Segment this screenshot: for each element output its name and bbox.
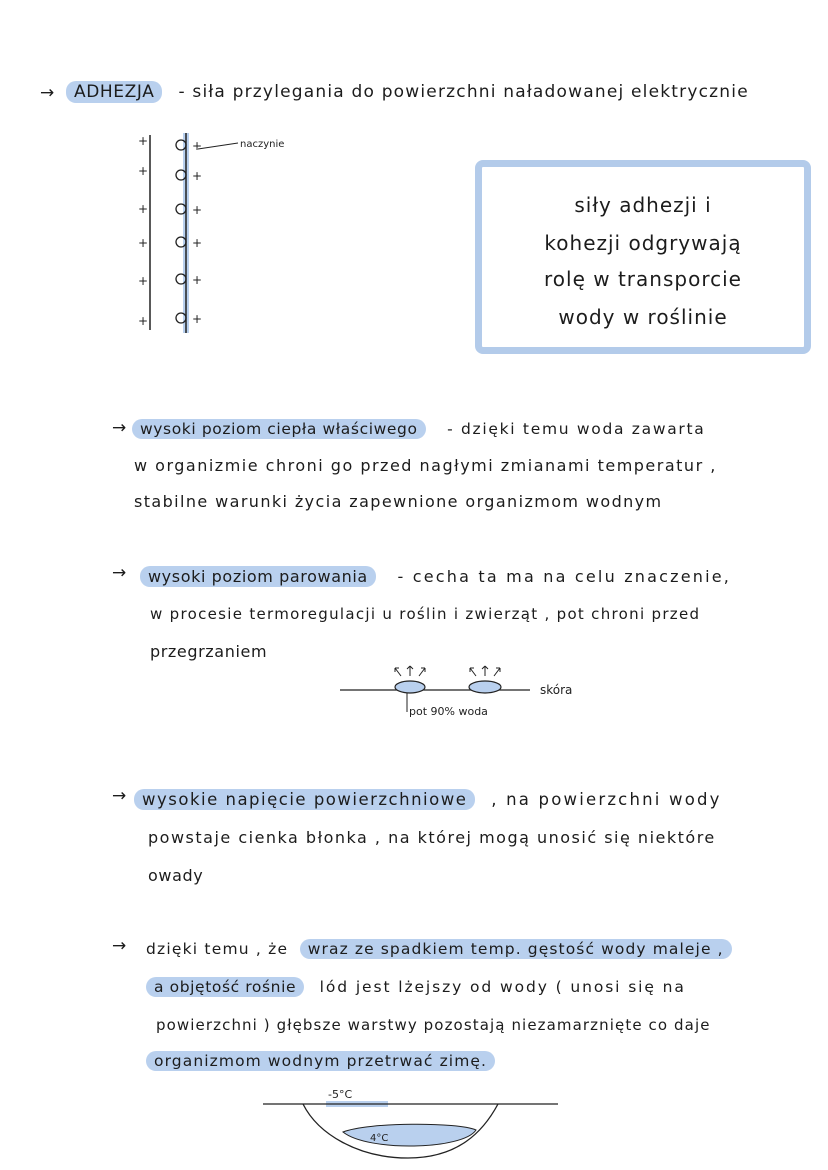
lake-diagram: [258, 1084, 568, 1164]
evaporation-arrow-icon: [419, 668, 425, 676]
highlight-evaporation: wysoki poziom parowania: [140, 566, 376, 587]
deep-water-layer: [343, 1124, 476, 1146]
evaporation-arrow-icon: [482, 666, 488, 676]
section-evaporation-line-1: [140, 567, 731, 586]
section-tension-line-2: powstaje cienka błonka , na której mogą unosić się niektóre: [148, 828, 716, 847]
section-density-line-2: [146, 978, 686, 996]
section-density-line-4: [146, 1052, 495, 1070]
sweat-label: pot 90% woda: [409, 705, 488, 718]
bullet-arrow-icon: →: [112, 418, 127, 438]
charge-sign-left: +: [138, 202, 149, 216]
charge-sign-right: +: [192, 139, 203, 153]
charge-sign-left: +: [138, 274, 149, 288]
surface-temperature-label: -5°C: [328, 1088, 353, 1101]
text-segment: - dzięki temu woda zawarta: [447, 420, 706, 438]
charge-sign-right: +: [192, 273, 203, 287]
text-segment: lód jest lżejszy od wody ( unosi się na: [319, 978, 686, 996]
term-adhesion: ADHEZJA: [66, 81, 162, 103]
info-box-line: wody w roślinie: [558, 305, 728, 329]
bullet-arrow-icon: →: [40, 83, 55, 103]
adhesion-definition: - siła przylegania do powierzchni naładowanej elektrycznie: [178, 82, 749, 102]
highlight-specific-heat: wysoki poziom ciepła właściwego: [132, 419, 426, 439]
skin-label: skóra: [540, 683, 573, 697]
bullet-arrow-icon: →: [112, 563, 127, 583]
charge-sign-right: +: [192, 236, 203, 250]
bottom-temperature-label: 4°C: [370, 1133, 389, 1144]
highlight-surface-tension: wysokie napięcie powierzchniowe: [134, 789, 475, 810]
vessel-label: naczynie: [240, 139, 285, 150]
info-box: [475, 160, 811, 354]
sweat-droplet: [469, 681, 501, 693]
bullet-arrow-icon: →: [112, 936, 127, 956]
info-box-line: kohezji odgrywają: [544, 231, 742, 255]
sweat-diagram: [335, 660, 595, 720]
charge-sign-left: +: [138, 164, 149, 178]
charge-sign-right: +: [192, 169, 203, 183]
sweat-droplet: [395, 681, 425, 693]
section-heat-line-2: w organizmie chroni go przed nagłymi zmianami temperatur ,: [134, 456, 717, 475]
text-segment: , na powierzchni wody: [491, 790, 722, 809]
section-evaporation-line-3: przegrzaniem: [150, 642, 268, 661]
label-pointer-line: [198, 143, 238, 149]
bullet-arrow-icon: →: [112, 786, 127, 806]
section-tension-line-3: owady: [148, 866, 204, 885]
section-heat-line-3: stabilne warunki życia zapewnione organizmom wodnym: [134, 492, 663, 511]
charge-sign-left: +: [138, 134, 149, 148]
charge-sign-left: +: [138, 314, 149, 328]
charge-sign-right: +: [192, 312, 203, 326]
text-segment: dzięki temu , że: [146, 940, 289, 958]
evaporation-arrow-icon: [494, 668, 500, 676]
text-segment: - cecha ta ma na celu znaczenie,: [397, 567, 732, 586]
info-box-line: siły adhezji i: [574, 193, 712, 217]
highlight-survive-winter: organizmom wodnym przetrwać zimę.: [146, 1051, 495, 1071]
evaporation-arrow-icon: [407, 666, 413, 676]
section-heat-line-1: [132, 420, 705, 438]
highlight-density: wraz ze spadkiem temp. gęstość wody maleje ,: [300, 939, 732, 959]
section-adhesion-heading: [66, 82, 749, 102]
evaporation-arrow-icon: [395, 668, 401, 676]
section-tension-line-1: [134, 790, 722, 809]
section-density-line-3: powierzchni ) głębsze warstwy pozostają niezamarznięte co daje: [156, 1016, 711, 1034]
charge-sign-left: +: [138, 236, 149, 250]
charge-sign-right: +: [192, 203, 203, 217]
info-box-line: rolę w transporcie: [544, 267, 742, 291]
adhesion-diagram: [120, 125, 320, 340]
section-evaporation-line-2: w procesie termoregulacji u roślin i zwierząt , pot chroni przed: [150, 605, 701, 623]
evaporation-arrow-icon: [470, 668, 476, 676]
highlight-volume: a objętość rośnie: [146, 977, 304, 997]
section-density-line-1: [146, 940, 732, 958]
